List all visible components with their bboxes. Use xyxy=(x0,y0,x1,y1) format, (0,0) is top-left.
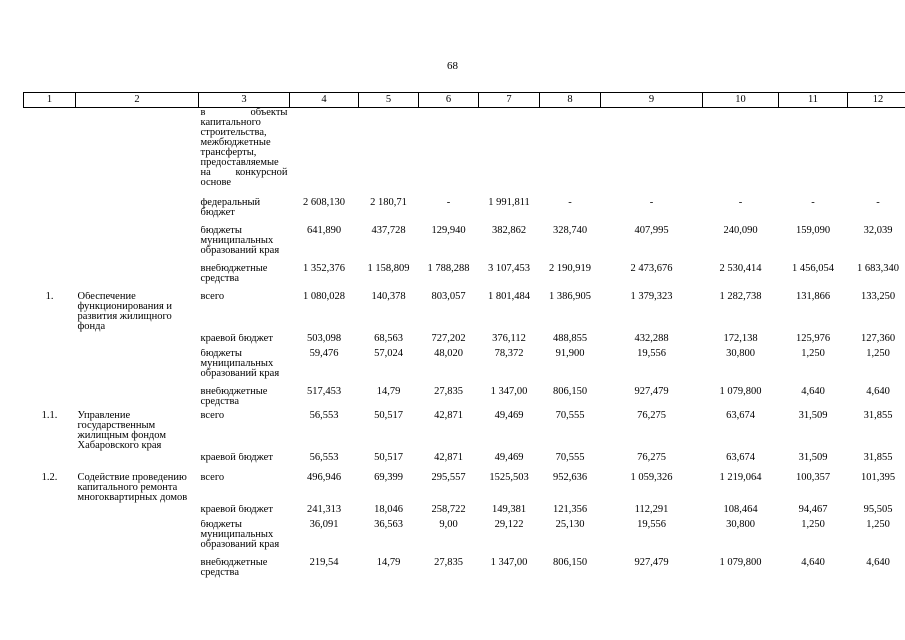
value-cell: 927,479 xyxy=(634,387,669,397)
value-cell: 376,112 xyxy=(492,334,526,344)
value-cell: 1 386,905 xyxy=(549,292,591,302)
value-cell: 49,469 xyxy=(494,411,524,421)
value-cell: 57,024 xyxy=(374,349,403,359)
column-header: 11 xyxy=(779,93,848,108)
row-name xyxy=(76,108,199,199)
column-header: 6 xyxy=(419,93,479,108)
funding-source: всего xyxy=(200,473,225,483)
row-name xyxy=(76,505,199,520)
value-cell: 18,046 xyxy=(374,505,403,515)
value-cell: 68,563 xyxy=(374,334,403,344)
page-number: 68 xyxy=(447,60,458,72)
value-cell: - xyxy=(738,198,743,208)
column-header: 5 xyxy=(359,93,419,108)
value-cell: 382,862 xyxy=(491,226,527,236)
row-number xyxy=(24,226,76,264)
value-cell: 1,250 xyxy=(866,349,890,359)
value-cell: 50,517 xyxy=(374,453,403,463)
value-cell: 241,313 xyxy=(306,505,342,515)
value-cell: 133,250 xyxy=(860,292,896,302)
value-cell: 727,202 xyxy=(431,334,466,344)
value-cell: 27,835 xyxy=(434,558,463,568)
value-cell: 76,275 xyxy=(637,411,666,421)
value-cell: 2 473,676 xyxy=(630,264,673,274)
value-cell: 437,728 xyxy=(371,226,406,236)
value-cell: 1 788,288 xyxy=(427,264,470,274)
value-cell: 4,640 xyxy=(801,558,825,568)
funding-source: бюджеты муниципальных образований края xyxy=(200,349,280,379)
table-row xyxy=(24,226,905,264)
value-cell: 159,090 xyxy=(795,226,831,236)
column-header: 8 xyxy=(540,93,601,108)
value-cell: 140,378 xyxy=(371,292,406,302)
value-cell: 25,130 xyxy=(555,520,585,530)
column-header: 12 xyxy=(848,93,905,108)
table-row xyxy=(24,558,905,578)
value-cell: 3 107,453 xyxy=(488,264,530,274)
value-cell: 19,556 xyxy=(637,349,666,359)
column-header: 4 xyxy=(290,93,359,108)
value-cell: 50,517 xyxy=(374,411,403,421)
value-cell: 806,150 xyxy=(552,387,588,397)
row-number: 1.1. xyxy=(41,411,58,421)
budget-table xyxy=(23,92,905,578)
column-header: 2 xyxy=(76,93,199,108)
value-cell: 31,509 xyxy=(798,411,828,421)
value-cell: 1 079,800 xyxy=(719,387,762,397)
row-name xyxy=(76,226,199,264)
row-number: 1. xyxy=(45,292,54,302)
value-cell: 56,553 xyxy=(309,453,339,463)
column-header: 7 xyxy=(479,93,540,108)
funding-source: федеральный бюджет xyxy=(200,198,261,218)
row-name xyxy=(76,558,199,578)
value-cell: 42,871 xyxy=(434,453,463,463)
value-cell: 1 379,323 xyxy=(630,292,673,302)
value-cell: 172,138 xyxy=(723,334,758,344)
value-cell: 31,509 xyxy=(798,453,828,463)
value-cell: 1525,503 xyxy=(489,473,529,483)
value-cell: 125,976 xyxy=(795,334,831,344)
row-name: Обеспечение функционирования и развития жилищного фонда xyxy=(77,292,173,332)
value-cell: 1 079,800 xyxy=(719,558,762,568)
table-row xyxy=(24,505,905,520)
value-cell: 101,395 xyxy=(860,473,896,483)
value-cell: 295,557 xyxy=(431,473,466,483)
value-cell: 70,555 xyxy=(555,453,585,463)
value-cell: 1 158,809 xyxy=(367,264,410,274)
row-number xyxy=(24,505,76,520)
value-cell: 49,469 xyxy=(494,453,524,463)
table-row xyxy=(24,411,905,453)
value-cell: 94,467 xyxy=(798,505,828,515)
value-cell: 1 683,340 xyxy=(857,264,899,274)
value-cell: 27,835 xyxy=(434,387,463,397)
value-cell: 1 801,484 xyxy=(488,292,530,302)
row-name xyxy=(76,198,199,226)
value-cell: 59,476 xyxy=(309,349,339,359)
value-cell: - xyxy=(811,198,815,208)
value-cell: 2 608,130 xyxy=(303,198,345,208)
value-cell: 1 352,376 xyxy=(303,264,345,274)
value-cell: 19,556 xyxy=(637,520,666,530)
value-cell: - xyxy=(876,198,880,208)
value-cell: 63,674 xyxy=(726,453,755,463)
row-number xyxy=(24,453,76,473)
row-number xyxy=(24,334,76,349)
column-header: 3 xyxy=(199,93,290,108)
table-row xyxy=(24,198,905,226)
value-cell: 149,381 xyxy=(491,505,527,515)
funding-source: бюджеты муниципальных образований края xyxy=(200,520,280,550)
row-name xyxy=(76,264,199,292)
funding-source: внебюджетные средства xyxy=(200,387,268,407)
value-cell xyxy=(419,108,479,199)
value-cell: 407,995 xyxy=(634,226,669,236)
value-cell: 432,288 xyxy=(634,334,669,344)
value-cell: 2 190,919 xyxy=(549,264,591,274)
table-row xyxy=(24,520,905,558)
funding-source: краевой бюджет xyxy=(200,334,273,344)
value-cell: 1 080,028 xyxy=(303,292,345,302)
value-cell: 4,640 xyxy=(866,558,890,568)
row-name xyxy=(76,453,199,473)
value-cell: 1 991,811 xyxy=(488,198,530,208)
row-name xyxy=(76,334,199,349)
row-name xyxy=(76,520,199,558)
value-cell: 31,855 xyxy=(863,411,893,421)
funding-source: краевой бюджет xyxy=(200,453,273,463)
value-cell: 129,940 xyxy=(431,226,466,236)
value-cell: 100,357 xyxy=(795,473,831,483)
value-cell: - xyxy=(446,198,451,208)
funding-source: краевой бюджет xyxy=(200,505,273,515)
row-number xyxy=(24,387,76,411)
value-cell: 14,79 xyxy=(376,558,401,568)
value-cell: 1,250 xyxy=(866,520,890,530)
table-row xyxy=(24,349,905,387)
value-cell: 70,555 xyxy=(555,411,585,421)
value-cell: 1 219,064 xyxy=(719,473,762,483)
value-cell xyxy=(601,108,703,199)
value-cell: 63,674 xyxy=(726,411,755,421)
row-number: 1.2. xyxy=(41,473,58,483)
column-header: 9 xyxy=(601,93,703,108)
table-row xyxy=(24,334,905,349)
row-name: Управление государственным жилищным фондом Хабаровского края xyxy=(77,411,166,451)
funding-source: внебюджетные средства xyxy=(200,558,268,578)
value-cell: 2 530,414 xyxy=(719,264,762,274)
value-cell: 127,360 xyxy=(860,334,896,344)
value-cell: 503,098 xyxy=(306,334,342,344)
value-cell: 95,505 xyxy=(863,505,893,515)
funding-source: всего xyxy=(200,292,225,302)
table-row xyxy=(24,264,905,292)
value-cell xyxy=(703,108,779,199)
value-cell xyxy=(540,108,601,199)
header-row xyxy=(24,93,905,108)
value-cell: 108,464 xyxy=(723,505,758,515)
value-cell: 1 347,00 xyxy=(490,558,528,568)
value-cell: 1 347,00 xyxy=(490,387,528,397)
value-cell: 1 282,738 xyxy=(719,292,762,302)
value-cell: 803,057 xyxy=(431,292,466,302)
value-cell: 4,640 xyxy=(801,387,825,397)
row-number xyxy=(24,520,76,558)
value-cell: 496,946 xyxy=(306,473,342,483)
row-number xyxy=(24,558,76,578)
value-cell: - xyxy=(649,198,654,208)
table-row xyxy=(24,453,905,473)
value-cell: 112,291 xyxy=(634,505,669,515)
value-cell: 29,122 xyxy=(494,520,524,530)
value-cell: 1,250 xyxy=(801,520,825,530)
row-number xyxy=(24,108,76,199)
value-cell: 56,553 xyxy=(309,411,339,421)
value-cell: 69,399 xyxy=(374,473,403,483)
value-cell: 219,54 xyxy=(309,558,339,568)
value-cell: 240,090 xyxy=(723,226,758,236)
value-cell xyxy=(479,108,540,199)
value-cell: 927,479 xyxy=(634,558,669,568)
value-cell: 806,150 xyxy=(552,558,588,568)
row-name xyxy=(76,349,199,387)
row-name: Содействие проведению капитального ремонта многоквартирных домов xyxy=(77,473,188,503)
value-cell: 2 180,71 xyxy=(370,198,407,208)
funding-source: бюджеты муниципальных образований края xyxy=(200,226,280,256)
value-cell: 4,640 xyxy=(866,387,890,397)
value-cell: 488,855 xyxy=(552,334,588,344)
value-cell: 121,356 xyxy=(552,505,588,515)
value-cell: 1 456,054 xyxy=(792,264,834,274)
table-row xyxy=(24,387,905,411)
value-cell: 36,563 xyxy=(374,520,403,530)
row-number xyxy=(24,264,76,292)
table-row xyxy=(24,473,905,505)
row-number xyxy=(24,349,76,387)
row-number xyxy=(24,198,76,226)
value-cell: 30,800 xyxy=(726,349,755,359)
funding-source: внебюджетные средства xyxy=(200,264,268,284)
value-cell: 9,00 xyxy=(439,520,458,530)
value-cell: 42,871 xyxy=(434,411,463,421)
column-header: 10 xyxy=(703,93,779,108)
value-cell: 1 059,326 xyxy=(630,473,673,483)
row-name xyxy=(76,387,199,411)
value-cell: 641,890 xyxy=(306,226,342,236)
value-cell: 517,453 xyxy=(306,387,342,397)
value-cell: 36,091 xyxy=(309,520,339,530)
value-cell: - xyxy=(568,198,572,208)
table-row xyxy=(24,292,905,334)
value-cell: 131,866 xyxy=(795,292,831,302)
column-header: 1 xyxy=(24,93,76,108)
value-cell: 31,855 xyxy=(863,453,893,463)
value-cell: 30,800 xyxy=(726,520,755,530)
value-cell: 91,900 xyxy=(555,349,585,359)
funding-source: в объекты капитального строительства, межбюджетные трансферты, предоставляемые на конкурсной основе xyxy=(200,107,288,188)
value-cell: 1,250 xyxy=(801,349,825,359)
value-cell xyxy=(779,108,848,199)
value-cell: 32,039 xyxy=(863,226,893,236)
value-cell: 258,722 xyxy=(431,505,466,515)
value-cell: 48,020 xyxy=(434,349,463,359)
value-cell xyxy=(848,108,905,199)
value-cell: 14,79 xyxy=(376,387,401,397)
value-cell xyxy=(290,108,359,199)
value-cell xyxy=(359,108,419,199)
value-cell: 78,372 xyxy=(494,349,524,359)
funding-source: всего xyxy=(200,411,225,421)
table-row xyxy=(24,108,905,199)
value-cell: 76,275 xyxy=(637,453,666,463)
value-cell: 328,740 xyxy=(552,226,588,236)
value-cell: 952,636 xyxy=(552,473,588,483)
